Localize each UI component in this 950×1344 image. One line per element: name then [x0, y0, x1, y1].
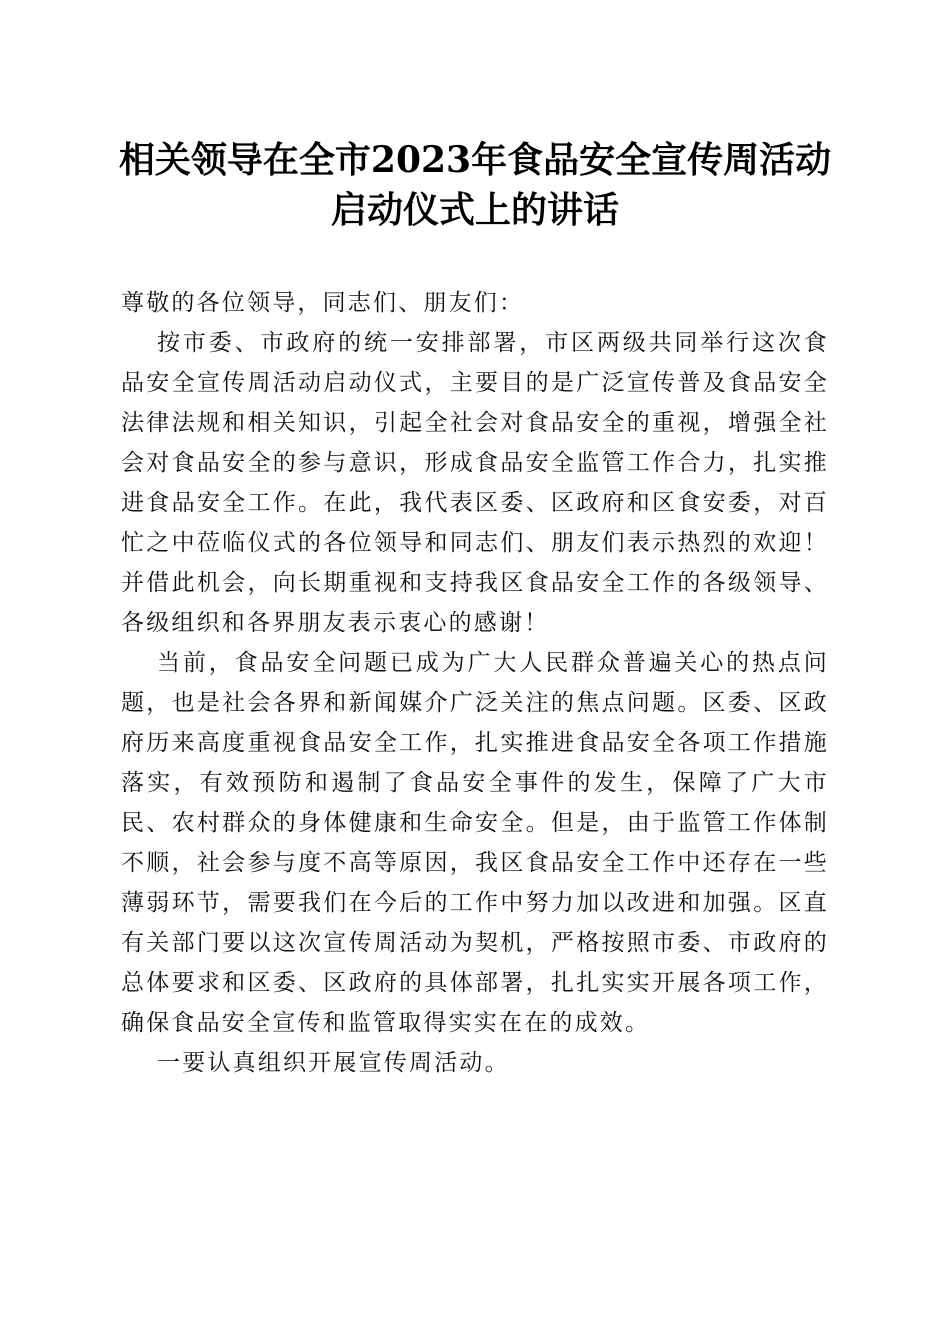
salutation: 尊敬的各位领导，同志们、朋友们： — [121, 290, 525, 316]
paragraph-3: 一要认真组织开展宣传周活动。 — [157, 1050, 510, 1076]
title-line-1: 相关领导在全市2023年食品安全宣传周活动 — [118, 139, 832, 181]
document-body — [121, 283, 829, 1083]
title-line-2: 启动仪式上的讲话 — [330, 189, 619, 231]
paragraph-2: 当前，食品安全问题已成为广大人民群众普遍关心的热点问题，也是社会各界和新闻媒介广泛关注的焦点问题。区委、区政府历来高度重视食品安全工作，扎实推进食品安全各项工作措施落实，有效预防和遏制了食品安全事件的发生，保障了广大市民、农村群众的身体健康和生命安全。但是，由于监管工作体制不顺，社会参与度不高等原因，我区食品安全工作中还存在一些薄弱环节，需要我们在今后的工作中努力加以改进和加强。区直有关部门要以这次宣传周活动为契机，严格按照市委、市政府的总体要求和区委、区政府的具体部署，扎扎实实开展各项工作，确保食品安全宣传和监管取得实实在在的成效。 — [121, 650, 829, 1036]
paragraph-1: 按市委、市政府的统一安排部署，市区两级共同举行这次食品安全宣传周活动启动仪式，主要目的是广泛宣传普及食品安全法律法规和相关知识，引起全社会对食品安全的重视，增强全社会对食品安全的参与意识，形成食品安全监管工作合力，扎实推进食品安全工作。在此，我代表区委、区政府和区食安委，对百忙之中莅临仪式的各位领导和同志们、朋友们表示热烈的欢迎！并借此机会，向长期重视和支持我区食品安全工作的各级领导、各级组织和各界朋友表示衷心的感谢！ — [121, 330, 829, 636]
document-title — [100, 135, 850, 235]
